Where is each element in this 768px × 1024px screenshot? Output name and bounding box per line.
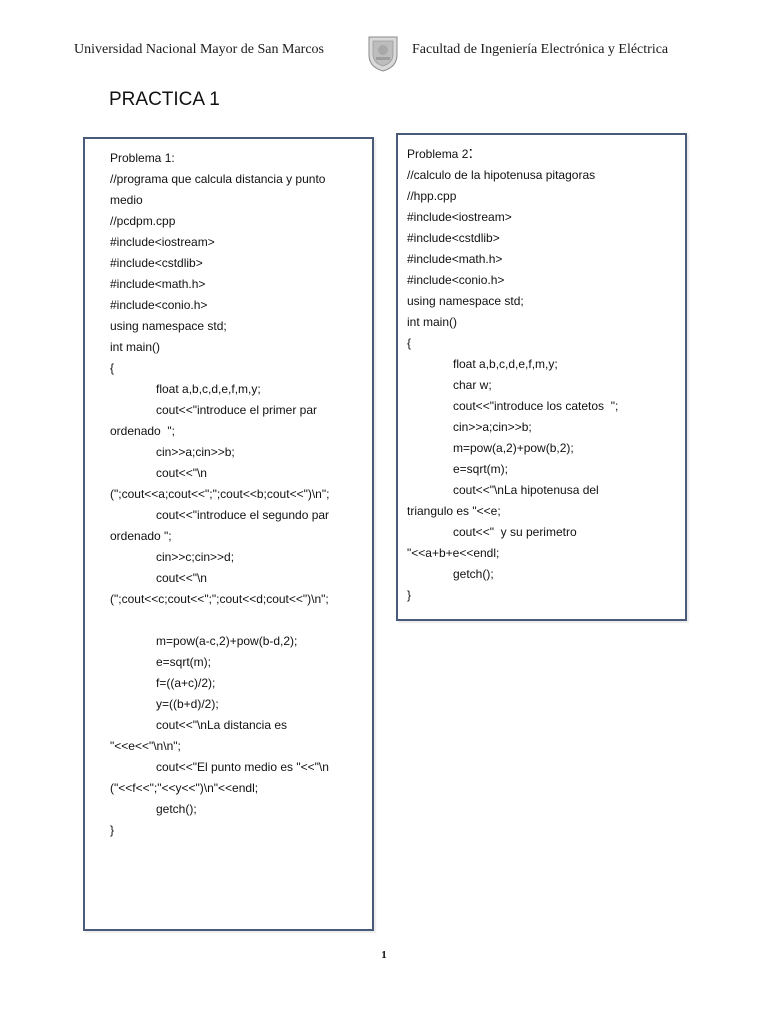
code-line: f=((a+c)/2); <box>156 676 216 690</box>
code-line: cout<<"introduce el segundo par <box>156 508 330 522</box>
university-seal-icon <box>366 33 400 73</box>
code-line: #include<math.h> <box>407 252 503 266</box>
code-line: cout<<"\n <box>156 571 207 585</box>
problem-2-box <box>396 133 687 621</box>
code-line: #include<cstdlib> <box>407 231 500 245</box>
code-line: } <box>110 823 115 837</box>
code-line: getch(); <box>453 567 494 581</box>
code-line: (";cout<<a;cout<<";";cout<<b;cout<<")\n"; <box>110 487 330 501</box>
code-line: { <box>407 336 412 350</box>
code-line: cout<<"\nLa distancia es <box>156 718 288 732</box>
code-line: cout<<"introduce el primer par <box>156 403 318 417</box>
code-line: Problema 1: <box>110 151 175 165</box>
problem-2-heading: Problema 2: <box>407 143 474 162</box>
code-line: getch(); <box>156 802 197 816</box>
code-line: (";cout<<c;cout<<";";cout<<d;cout<<")\n"; <box>110 592 329 606</box>
problem-2-code <box>407 144 618 606</box>
code-line: #include<iostream> <box>407 210 512 224</box>
code-line: m=pow(a-c,2)+pow(b-d,2); <box>156 634 298 648</box>
code-line: } <box>407 588 412 602</box>
code-line: medio <box>110 193 143 207</box>
code-line: cin>>a;cin>>b; <box>453 420 532 434</box>
code-line: #include<math.h> <box>110 277 206 291</box>
code-line: #include<conio.h> <box>110 298 208 312</box>
header-university: Universidad Nacional Mayor de San Marcos <box>74 42 324 57</box>
code-line: #include<iostream> <box>110 235 215 249</box>
code-line <box>110 610 329 631</box>
code-line: e=sqrt(m); <box>156 655 212 669</box>
code-line: cin>>a;cin>>b; <box>156 445 235 459</box>
code-line: ordenado "; <box>110 529 172 543</box>
code-line: cin>>c;cin>>d; <box>156 550 235 564</box>
page-number: 1 <box>381 949 387 961</box>
code-line: cout<<"El punto medio es "<<"\n <box>156 760 329 774</box>
code-line: "<<a+b+e<<endl; <box>407 546 500 560</box>
code-line: #include<conio.h> <box>407 273 505 287</box>
code-line: y=((b+d)/2); <box>156 697 219 711</box>
code-line: cout<<"\n <box>156 466 207 480</box>
code-line: cout<<"introduce los catetos "; <box>453 399 619 413</box>
code-line: e=sqrt(m); <box>453 462 509 476</box>
code-line: int main() <box>407 315 458 329</box>
code-line: m=pow(a,2)+pow(b,2); <box>453 441 574 455</box>
code-line: cout<<" y su perimetro <box>453 525 577 539</box>
code-line: //programa que calcula distancia y punto <box>110 172 326 186</box>
code-line: char w; <box>453 378 492 392</box>
code-line: triangulo es "<<e; <box>407 504 501 518</box>
problem-1-box <box>83 137 374 931</box>
code-line: ordenado "; <box>110 424 175 438</box>
code-line: float a,b,c,d,e,f,m,y; <box>156 382 261 396</box>
code-line: float a,b,c,d,e,f,m,y; <box>453 357 558 371</box>
page-title: PRACTICA 1 <box>109 89 220 110</box>
problem-1-code <box>110 148 329 841</box>
code-line: { <box>110 361 115 375</box>
code-line: ("<<f<<";"<<y<<")\n"<<endl; <box>110 781 259 795</box>
code-line: int main() <box>110 340 161 354</box>
code-line: "<<e<<"\n\n"; <box>110 739 181 753</box>
code-line: //pcdpm.cpp <box>110 214 176 228</box>
code-line: using namespace std; <box>407 294 524 308</box>
code-line: using namespace std; <box>110 319 227 333</box>
code-line: #include<cstdlib> <box>110 256 203 270</box>
code-line: cout<<"\nLa hipotenusa del <box>453 483 599 497</box>
code-line: //hpp.cpp <box>407 189 457 203</box>
header-faculty: Facultad de Ingeniería Electrónica y Eléctrica <box>412 42 669 57</box>
code-line: //calculo de la hipotenusa pitagoras <box>407 168 596 182</box>
